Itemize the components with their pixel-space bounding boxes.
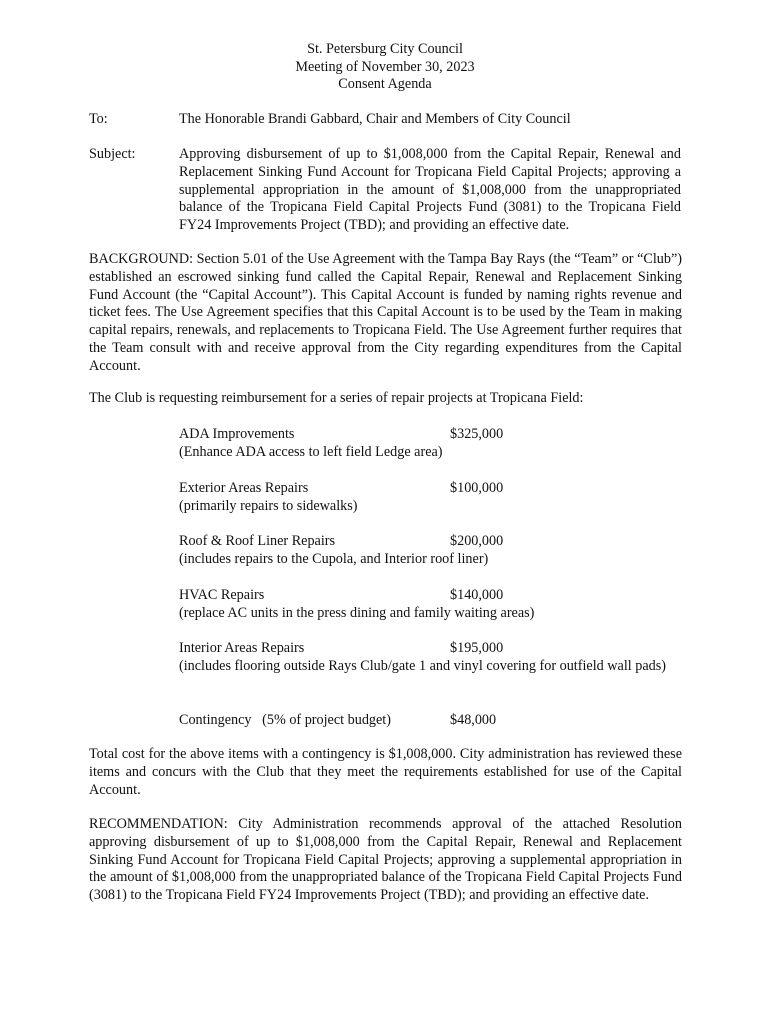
subject-value: Approving disbursement of up to $1,008,000 from the Capital Repair, Renewal and Replacement Sinking Fund Account for Tropicana Field Capital Projects; approving a supplemental appropriation in the amount of $1,008,000 from the unappropriated balance of the Tropicana Field Capital Projects Fund (3081) to the Tropicana Field FY24 Improvements Project (TBD); and providing an effective date. xyxy=(179,146,681,234)
subject-label: Subject: xyxy=(89,146,136,162)
item-amount: $195,000 xyxy=(450,640,504,656)
intro-paragraph: The Club is requesting reimbursement for a series of repair projects at Tropicana Field: xyxy=(89,390,584,406)
item-name: Contingency (5% of project budget) xyxy=(179,712,391,728)
recommendation-paragraph: RECOMMENDATION: City Administration recommends approval of the attached Resolution approving disbursement of up to $1,008,000 from the Capital Repair, Renewal and Replacement Sinking Fund Account for Tropicana Field Capital Projects; approving a supplemental appropriation in the amount of $1,008,000 from the unappropriated balance of the Tropicana Field Capital Projects Fund (3081) to the Tropicana Field FY24 Improvements Project (TBD); and providing an effective date. xyxy=(89,816,682,904)
meeting-date: Meeting of November 30, 2023 xyxy=(295,58,475,75)
item-description: (includes flooring outside Rays Club/gate 1 and vinyl covering for outfield wall pads) xyxy=(179,658,667,674)
header xyxy=(0,41,770,94)
item-amount: $48,000 xyxy=(450,712,497,728)
item-description: (replace AC units in the press dining and family waiting areas) xyxy=(179,605,535,621)
item-amount: $200,000 xyxy=(450,533,504,549)
item-amount: $140,000 xyxy=(450,587,504,603)
item-description: (primarily repairs to sidewalks) xyxy=(179,498,358,514)
to-label: To: xyxy=(89,111,108,127)
agenda-type: Consent Agenda xyxy=(338,76,432,92)
total-paragraph: Total cost for the above items with a contingency is $1,008,000. City administration has reviewed these items and concurs with the Club that they meet the requirements established for use of the Capital Account. xyxy=(89,746,682,798)
item-description: (Enhance ADA access to left field Ledge area) xyxy=(179,444,443,460)
item-amount: $100,000 xyxy=(450,480,504,496)
council-name: St. Petersburg City Council xyxy=(307,41,463,57)
item-amount: $325,000 xyxy=(450,426,504,442)
background-paragraph: BACKGROUND: Section 5.01 of the Use Agreement with the Tampa Bay Rays (the “Team” or “Club”) established an escrowed sinking fund called the Capital Repair, Renewal and Replacement Sinking Fund Account (the “Capital Account”). This Capital Account is funded by naming rights revenue and ticket fees. The Use Agreement specifies that this Capital Account is to be used by the Team in making capital repairs, renewals, and replacements to Tropicana Field. The Use Agreement further requires that the Team consult with and receive approval from the City regarding expenditures from the Capital Account. xyxy=(89,251,682,374)
item-name: Interior Areas Repairs xyxy=(179,640,305,656)
item-description: (includes repairs to the Cupola, and Interior roof liner) xyxy=(179,551,489,567)
item-name: ADA Improvements xyxy=(179,426,295,442)
to-value: The Honorable Brandi Gabbard, Chair and Members of City Council xyxy=(179,111,571,127)
item-name: Roof & Roof Liner Repairs xyxy=(179,533,336,549)
item-name: HVAC Repairs xyxy=(179,587,265,603)
item-name: Exterior Areas Repairs xyxy=(179,480,309,496)
